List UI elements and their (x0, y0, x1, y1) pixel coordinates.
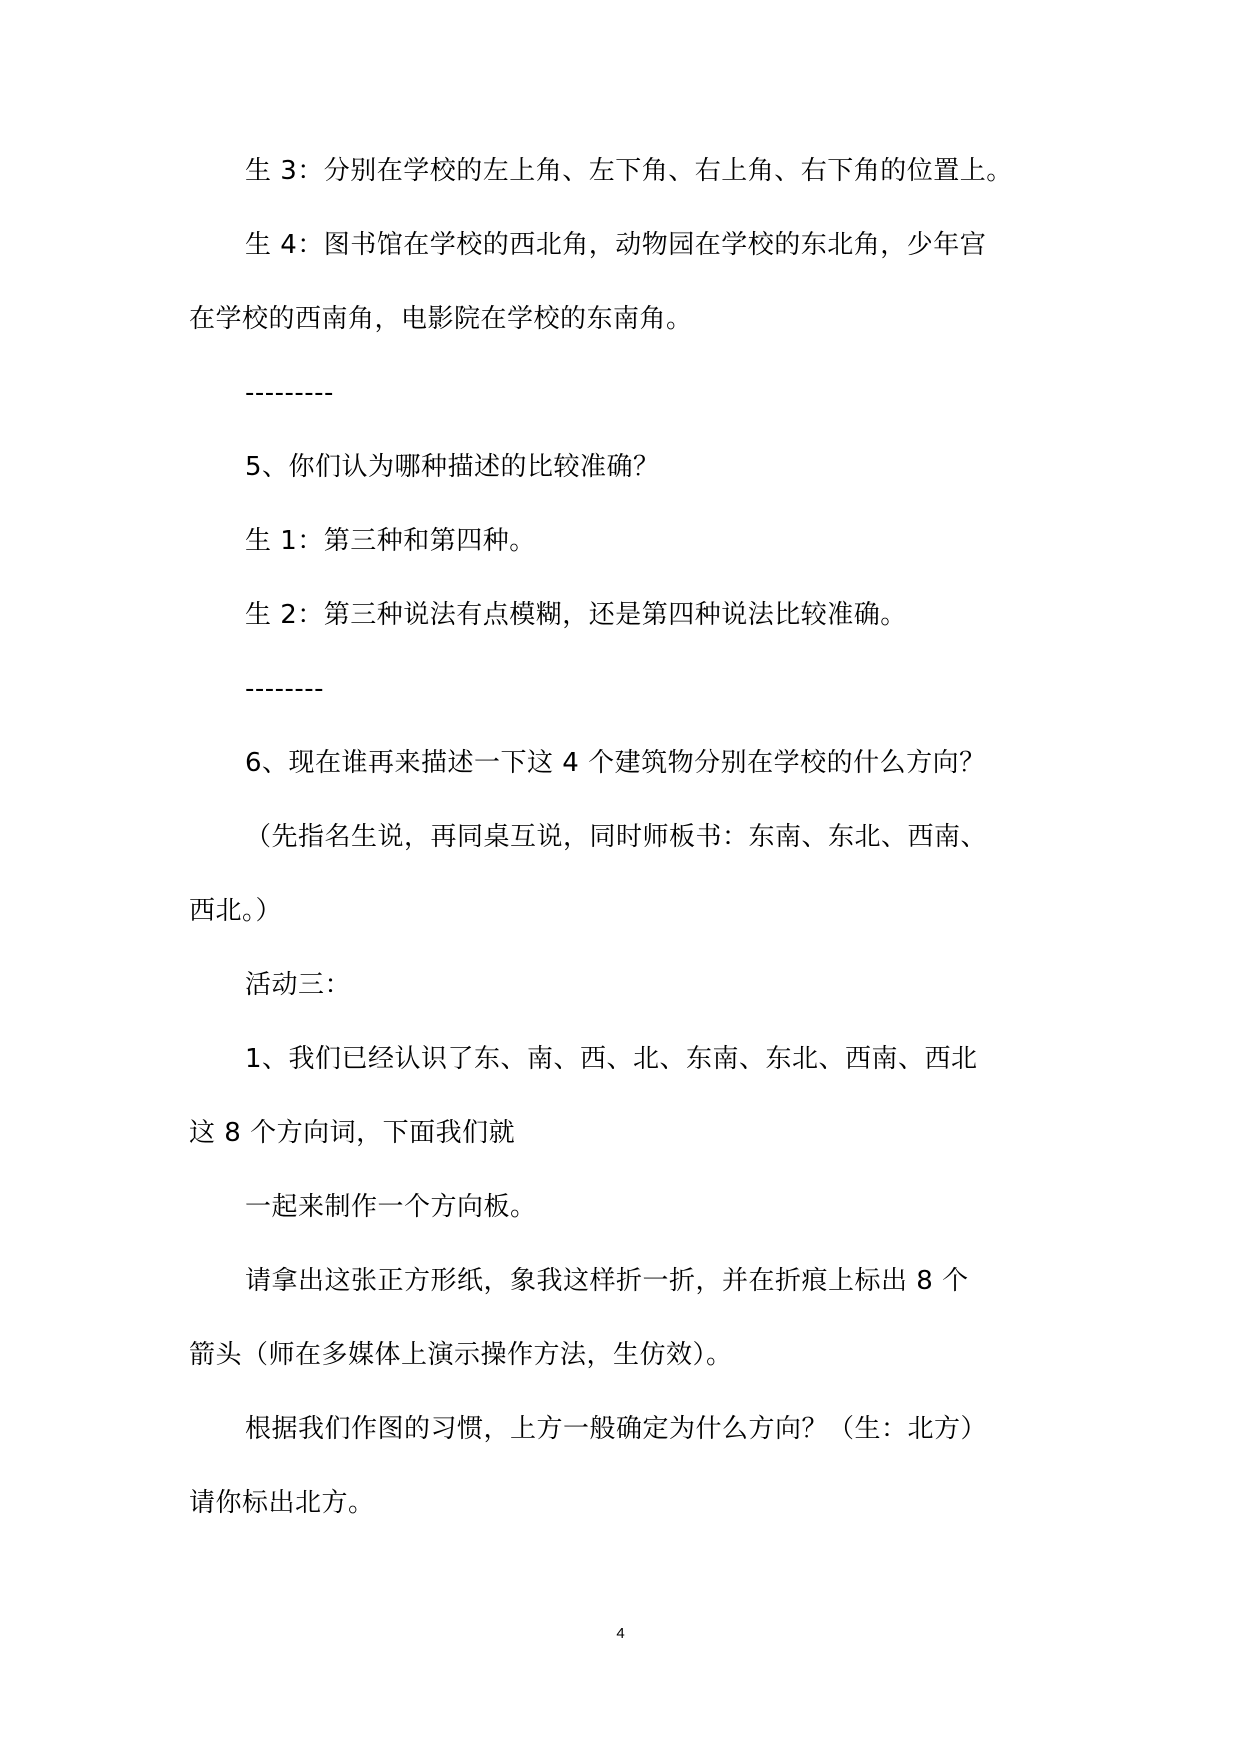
paragraph-line: 一起来制作一个方向板。 (245, 1192, 537, 1222)
paragraph-line: 请你标出北方。 (189, 1488, 375, 1518)
paragraph-line: 生 1：第三种和第四种。 (245, 526, 536, 556)
separator-line: --------- (245, 378, 334, 408)
paragraph-line: 6、现在谁再来描述一下这 4 个建筑物分别在学校的什么方向？ (245, 748, 986, 778)
paragraph-line: 根据我们作图的习惯，上方一般确定为什么方向？（生：北方） (245, 1414, 988, 1444)
paragraph-line: 1、我们已经认识了东、南、西、北、东南、东北、西南、西北 (245, 1044, 978, 1074)
paragraph-line: 西北。） (189, 896, 283, 926)
paragraph-line: 箭头（师在多媒体上演示操作方法，生仿效）。 (189, 1340, 733, 1370)
paragraph-line: （先指名生说，再同桌互说，同时师板书：东南、东北、西南、 (245, 822, 988, 852)
section-heading: 活动三： (245, 970, 352, 1000)
paragraph-line: 请拿出这张正方形纸，象我这样折一折，并在折痕上标出 8 个 (245, 1266, 969, 1296)
paragraph-line: 生 4：图书馆在学校的西北角，动物园在学校的东北角，少年宫 (245, 230, 987, 260)
paragraph-line: 5、你们认为哪种描述的比较准确？ (245, 452, 660, 482)
paragraph-line: 这 8 个方向词，下面我们就 (189, 1118, 516, 1148)
separator-line: -------- (245, 674, 325, 704)
paragraph-line: 生 2：第三种说法有点模糊，还是第四种说法比较准确。 (245, 600, 907, 630)
page-number: 4 (616, 1625, 625, 1642)
paragraph-line: 生 3：分别在学校的左上角、左下角、右上角、右下角的位置上。 (245, 156, 1013, 186)
paragraph-line: 在学校的西南角，电影院在学校的东南角。 (189, 304, 693, 334)
